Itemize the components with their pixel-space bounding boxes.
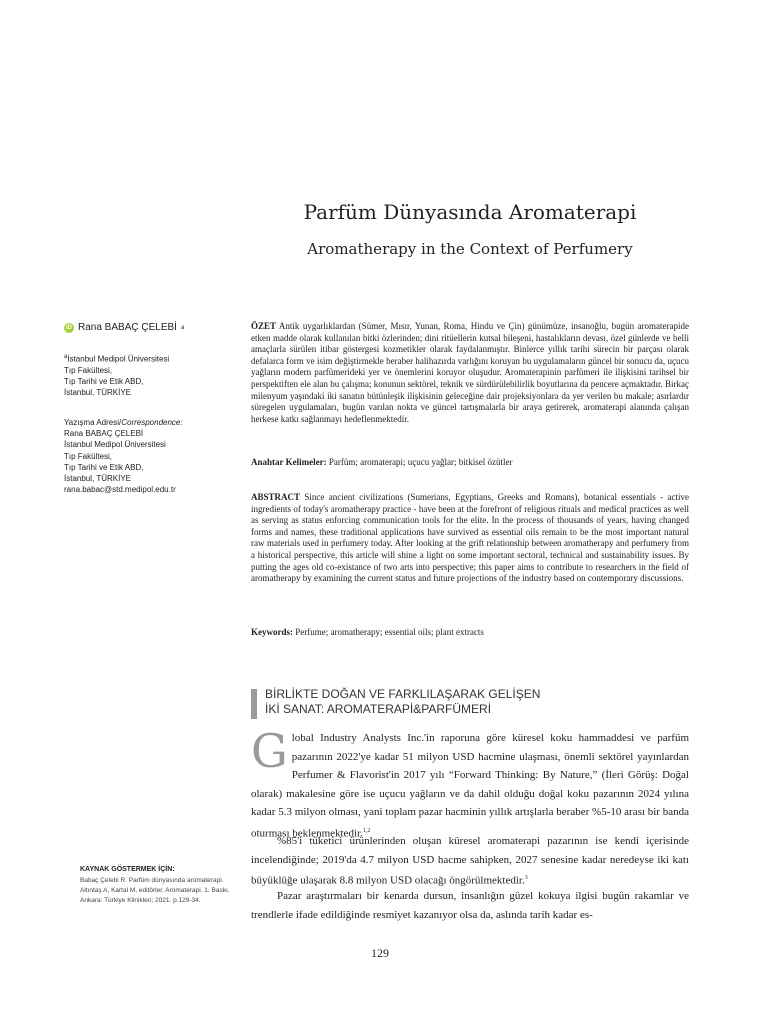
reference-mark: 3 [524, 875, 528, 881]
abstract-label: ABSTRACT [251, 492, 301, 502]
correspondence-line: Rana BABAÇ ÇELEBİ [64, 429, 144, 439]
body-paragraph-1: Global Industry Analysts Inc.'in raporuna göre küresel koku hammaddesi ve parfüm pazarının 2022'ye kadar 51 milyon USD hacmine ulaşması, önemli sektörel yayınlardan Perfumer & Flavorist'in 2017 yılı “Forward Thinking: By Nature,” (İleri Görüş: Doğal olarak) makalesine göre ise uçucu yağların ve da dahil olduğu doğal koku pazarının 2024 yılına kadar 5.3 milyon olması, yani toplam pazar hacminin yıllık artışlarla beraber %5-10 arası bir banda oturması beklenmektedir.$^{1,2}$ [251, 724, 689, 840]
anahtar-label: Anahtar Kelimeler: [251, 457, 327, 467]
correspondence-line: Tıp Tarihi ve Etik ABD, [64, 462, 144, 472]
correspondence-block [64, 417, 234, 495]
section-bar [251, 689, 257, 719]
affiliation-mark: a [64, 354, 68, 360]
section-heading [265, 687, 540, 717]
article-title-turkish: Parfüm Dünyasında Aromaterapi [303, 200, 637, 224]
ozet-text: Antik uygarlıklardan (Sümer, Mısır, Yunan, Roma, Hindu ve Çin) günümüze, insanoğlu, bugün aromaterapide etken madde olarak kullanılan bitki özlerinden; dini ritüellerin kutsal bileşeni, hastalıkların devası, özel günlerde ve belli amaçlarla sürülen itibar göstergesi kozmetikler olarak faydalanmıştır. Binlerce yıllık tarihi sürecin bir parçası olarak defalarca form ve isim değiştirmekle beraber halihazırda varlığını koruyan bu uygulamaların güncel bir sonucu da, uçucu yağların modern parfümerideki yer ve önemlerini koruyor oluşudur. Aromaterapinin parfümeri ile ilişkisini tarihsel bir perspektiften ele alan bu çalışma; konunun sektörel, teknik ve sürdürülebilirlik boyutlarına da pencere açmaktadır. Birkaç milenyum yaşındaki iki sanatın bütünleşik ilişkisinin geleceğine dair projeksiyonlara da yer verilen bu makale; asırlardır süregelen uygulamaları, bugün varılan nokta ve güncel tartışmalarla bir araya getirerek, aromaterapi alanında çalışan herkese katkı sağlanmayı hedeflenmektedir. [251, 321, 689, 424]
affiliation-line: $^a$İstanbul Medipol Üniversitesi [64, 354, 170, 364]
abstract-text: Since ancient civilizations (Sumerians, Egyptians, Greeks and Romans), botanical essentials - active ingredients of today's aromatherapy practice - have been at the forefront of religious rituals and medical practices as well as serving as status enforcing communication tools for the elite. In the process of thousands of years, having changed forms and names, these traditional applications have survived as essential oils remain to be the most important natural raw materials used in perfumery today. After looking at the grift relationship between aromatherapy and perfumery from a historical perspective, this article will shine a light on some important sectoral, technical and sustainability issues. By putting the ages old co-existance of two arts into perspective; this paper aims to contribute to researchers in the field of aromatherapy by examining the current status and future projections of the industry based on contemporary discussions. [251, 492, 690, 584]
body-paragraph-2: %85'i tüketici ürünlerinden oluşan küresel aromaterapi pazarının ise kendi içerisinde incelendiğinde; 2019'da 4.7 milyon USD hacme sahipken, 2027 senesine kadar neredeyse iki katı büyüklüğe ulaşarak 8.8 milyon USD olacağı öngörülmektedir.$^3$ [251, 835, 689, 887]
affiliation-line: Tıp Fakültesi, [64, 365, 113, 375]
author-name: Rana BABAÇ ÇELEBİ [78, 322, 177, 333]
anahtar-kelimeler [251, 457, 689, 469]
section-heading-line1: BİRLİKTE DOĞAN VE FARKLILAŞARAK GELİŞEN [265, 687, 541, 701]
body-paragraph-3: Pazar araştırmaları bir kenarda dursun, insanlığın güzel kokuya ilgisi bugün rakamlar ve trendlerle ifade edildiğinde resmiyet kazanıyor olsa da, aslında tarih kadar es- [251, 890, 689, 921]
article-title-english: Aromatherapy in the Context of Perfumery [307, 240, 633, 258]
keywords-label: Keywords: [251, 627, 293, 637]
section-heading-line2: İKİ SANAT: AROMATERAPİ&PARFÜMERİ [265, 702, 492, 716]
author-affil-mark: a [180, 324, 185, 331]
correspondence-line: İstanbul Medipol Üniversitesi [64, 440, 166, 450]
keywords [251, 627, 689, 639]
affiliation-line: Tıp Tarihi ve Etik ABD, [64, 377, 144, 387]
keywords-text: Perfume; aromatherapy; essential oils; plant extracts [295, 627, 484, 637]
ozet-paragraph [251, 321, 689, 425]
affiliation-block [64, 352, 234, 398]
author-line [64, 322, 184, 333]
abstract-paragraph [251, 492, 689, 585]
ozet-label: ÖZET [251, 321, 277, 331]
citation-heading: KAYNAK GÖSTERMEK İÇİN: [80, 866, 175, 873]
correspondence-label: Yazışma Adresi/Correspondence: [64, 418, 183, 427]
reference-mark: 1,2 [362, 827, 371, 834]
orcid-icon[interactable]: iD [66, 324, 72, 331]
affiliation-line: İstanbul, TÜRKİYE [64, 388, 131, 398]
anahtar-text: Parfüm; aromaterapi; uçucu yağlar; bitkisel özütler [328, 457, 513, 467]
correspondence-email[interactable]: rana.babac@std.medipol.edu.tr [64, 485, 176, 495]
page-number: 129 [371, 946, 389, 960]
citation-text: Babaç Çelebi R. Parfüm dünyasında aromaterapi. Altıntaş A, Kartal M, editörler. Aromaterapi. 1. Baskı. Ankara: Türkiye Klinikleri; 2021. p.129-34. [80, 877, 230, 904]
correspondence-line: Tıp Fakültesi, [64, 451, 113, 461]
correspondence-line: İstanbul, TÜRKİYE [64, 474, 131, 484]
drop-cap: G [251, 724, 288, 778]
